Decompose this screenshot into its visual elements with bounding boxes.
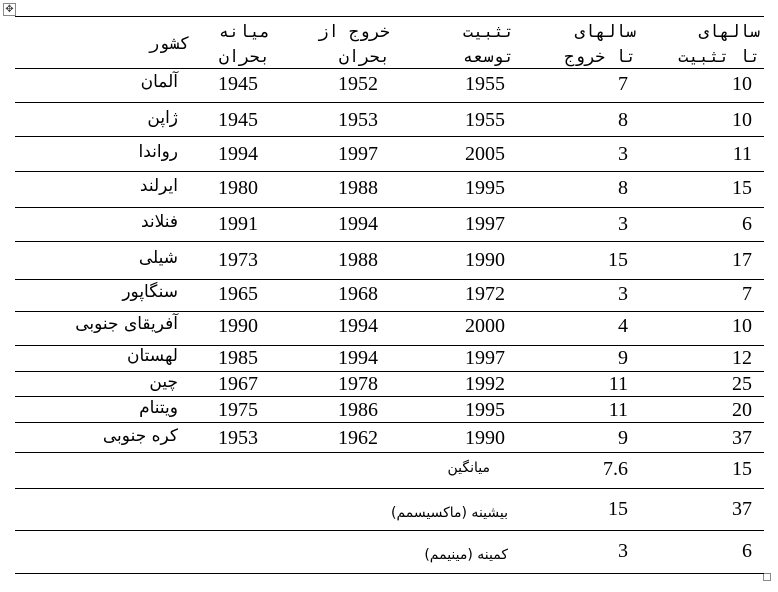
header-years-to-exit-line2: تا خروج [564, 47, 636, 67]
crisis-exit-cell: 1962 [338, 427, 378, 449]
years-to-exit-cell: 3 [618, 283, 628, 305]
header-stabilization-line2: توسعه [462, 47, 514, 67]
summary-label: میانگین [447, 460, 490, 476]
table-rule [15, 488, 764, 489]
years-to-stabilize-cell: 10 [732, 73, 752, 95]
years-to-exit-cell: 9 [618, 427, 628, 449]
country-cell: ژاپن [147, 108, 178, 128]
stabilization-cell: 1997 [465, 213, 505, 235]
years-to-exit-cell: 3 [618, 143, 628, 165]
summary-label: کمینه (مینیمم) [424, 547, 508, 563]
country-cell: چین [149, 372, 178, 392]
crisis-exit-cell: 1978 [338, 373, 378, 395]
years-to-stabilize-cell: 11 [732, 143, 752, 165]
header-years-to-exit-line1: سالهای [574, 22, 636, 42]
stabilization-cell: 1997 [465, 347, 505, 369]
table-rule [15, 102, 764, 103]
table-rule [15, 396, 764, 397]
table-rule [15, 422, 764, 423]
stabilization-cell: 1972 [465, 283, 505, 305]
stabilization-cell: 2005 [465, 143, 505, 165]
years-to-stabilize-cell: 17 [732, 249, 752, 271]
crisis-exit-cell: 1994 [338, 315, 378, 337]
table-rule [15, 311, 764, 312]
stabilization-cell: 1995 [465, 177, 505, 199]
country-cell: شیلی [138, 248, 178, 268]
crisis-mid-cell: 1991 [218, 213, 258, 235]
stabilization-cell: 1992 [465, 373, 505, 395]
years-to-stabilize-cell: 20 [732, 399, 752, 421]
crisis-exit-cell: 1994 [338, 213, 378, 235]
stabilization-cell: 1955 [465, 109, 505, 131]
crisis-mid-cell: 1945 [218, 73, 258, 95]
table-move-handle-icon[interactable]: ✥ [3, 3, 16, 16]
years-to-exit-cell: 7 [618, 73, 628, 95]
summary-years-to-exit: 3 [618, 540, 628, 562]
crisis-mid-cell: 1980 [218, 177, 258, 199]
crisis-exit-cell: 1986 [338, 399, 378, 421]
country-cell: ویتنام [139, 398, 178, 418]
table-rule [15, 136, 764, 137]
years-to-stabilize-cell: 7 [742, 283, 752, 305]
header-crisis-mid-line1: میانه [218, 22, 270, 42]
table-rule [15, 241, 764, 242]
crisis-exit-cell: 1988 [338, 249, 378, 271]
stabilization-cell: 1955 [465, 73, 505, 95]
years-to-exit-cell: 8 [618, 177, 628, 199]
header-years-to-stabilize-line1: سالهای [698, 22, 760, 42]
table-rule [15, 171, 764, 172]
summary-years-to-stabilize: 15 [732, 458, 752, 480]
crisis-mid-cell: 1973 [218, 249, 258, 271]
years-to-stabilize-cell: 25 [732, 373, 752, 395]
stabilization-cell: 1995 [465, 399, 505, 421]
summary-years-to-stabilize: 6 [742, 540, 752, 562]
table-rule [15, 207, 764, 208]
years-to-stabilize-cell: 10 [732, 109, 752, 131]
crisis-mid-cell: 1994 [218, 143, 258, 165]
header-stabilization-line1: تثبیت [462, 22, 514, 42]
header-crisis-exit-line2: بحران [338, 47, 390, 67]
table-rule [15, 68, 764, 69]
crisis-exit-cell: 1994 [338, 347, 378, 369]
header-crisis-mid-line2: بحران [218, 47, 270, 67]
summary-years-to-exit: 7.6 [603, 458, 628, 480]
years-to-exit-cell: 11 [608, 399, 628, 421]
years-to-exit-cell: 9 [618, 347, 628, 369]
country-cell: کره جنوبی [102, 426, 178, 446]
years-to-stabilize-cell: 10 [732, 315, 752, 337]
table-rule [15, 279, 764, 280]
summary-label: بیشینه (ماکسیسمم) [391, 505, 508, 521]
table-rule [15, 371, 764, 372]
crisis-mid-cell: 1990 [218, 315, 258, 337]
crisis-exit-cell: 1997 [338, 143, 378, 165]
crisis-mid-cell: 1945 [218, 109, 258, 131]
country-cell: ایرلند [139, 176, 178, 196]
table-rule [15, 530, 764, 531]
years-to-exit-cell: 8 [618, 109, 628, 131]
summary-years-to-stabilize: 37 [732, 498, 752, 520]
years-to-exit-cell: 3 [618, 213, 628, 235]
country-cell: آلمان [140, 72, 178, 92]
country-cell: فنلاند [140, 212, 178, 232]
crisis-mid-cell: 1953 [218, 427, 258, 449]
crisis-exit-cell: 1953 [338, 109, 378, 131]
table-rule [15, 452, 764, 453]
years-to-stabilize-cell: 6 [742, 213, 752, 235]
years-to-exit-cell: 4 [618, 315, 628, 337]
summary-years-to-exit: 15 [608, 498, 628, 520]
table-rule [15, 573, 764, 574]
country-cell: سنگاپور [122, 282, 178, 302]
crisis-mid-cell: 1975 [218, 399, 258, 421]
years-to-exit-cell: 15 [608, 249, 628, 271]
country-cell: رواندا [138, 142, 178, 162]
header-crisis-exit-line1: خروج از [318, 22, 390, 42]
years-to-exit-cell: 11 [608, 373, 628, 395]
country-cell: آفریقای جنوبی [75, 314, 178, 334]
stabilization-cell: 1990 [465, 249, 505, 271]
header-years-to-stabilize-line2: تا تثبیت [678, 47, 760, 67]
years-to-stabilize-cell: 37 [732, 427, 752, 449]
crisis-exit-cell: 1988 [338, 177, 378, 199]
header-country: کشور [149, 34, 190, 54]
stabilization-cell: 1990 [465, 427, 505, 449]
stabilization-cell: 2000 [465, 315, 505, 337]
table-rule [15, 16, 764, 17]
years-to-stabilize-cell: 12 [732, 347, 752, 369]
table-rule [15, 345, 764, 346]
crisis-mid-cell: 1985 [218, 347, 258, 369]
crisis-mid-cell: 1967 [218, 373, 258, 395]
crisis-mid-cell: 1965 [218, 283, 258, 305]
years-to-stabilize-cell: 15 [732, 177, 752, 199]
crisis-exit-cell: 1968 [338, 283, 378, 305]
table-resize-handle-icon[interactable] [763, 573, 771, 581]
crisis-exit-cell: 1952 [338, 73, 378, 95]
country-cell: لهستان [127, 346, 178, 366]
